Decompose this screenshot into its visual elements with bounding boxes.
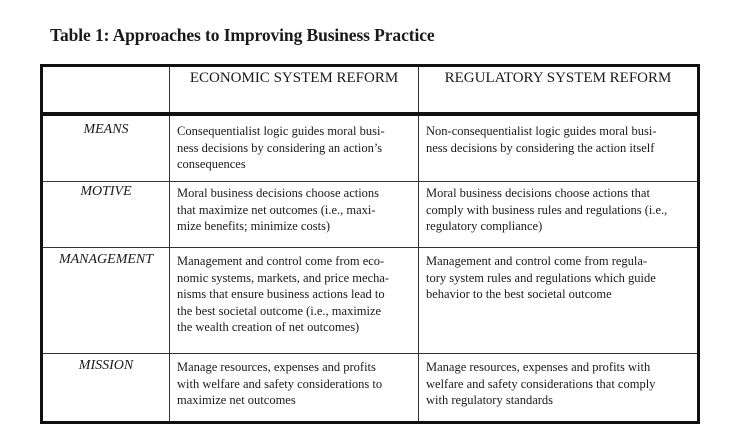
row-divider [43, 353, 697, 354]
cell-means-regulatory: Non-consequentialist logic guides moral busi- ness decisions by considering the action itself [426, 124, 657, 155]
column-divider [169, 67, 170, 421]
row-label-mission: MISSION [78, 358, 134, 373]
header-divider [43, 112, 697, 116]
row-divider [43, 181, 697, 182]
cell-management-economic: Management and control come from eco- nomic systems, markets, and price mecha- nisms that ensure business actions lead to the best societal outcome (i.e., maximize the wealth creation of net outcomes) [177, 254, 390, 334]
row-label-management: MANAGEMENT [58, 252, 154, 267]
row-label-motive: MOTIVE [80, 184, 132, 199]
column-divider [418, 67, 419, 421]
cell-motive-economic: Moral business decisions choose actions that maximize net outcomes (i.e., maxi- mize benefits; minimize costs) [177, 186, 380, 233]
cell-means-economic: Consequentialist logic guides moral busi- ness decisions by considering an action’s consequences [177, 124, 385, 171]
table-title: Table 1: Approaches to Improving Business Practice [50, 25, 435, 45]
row-divider [43, 247, 697, 248]
approaches-table [40, 64, 700, 424]
cell-motive-regulatory: Moral business decisions choose actions that comply with business rules and regulations (i.e., regulatory compliance) [426, 186, 668, 233]
cell-mission-economic: Manage resources, expenses and profits with welfare and safety considerations to maximize net outcomes [177, 360, 383, 407]
column-header-regulatory: REGULATORY SYSTEM REFORM [444, 70, 672, 86]
cell-management-regulatory: Management and control come from regula- tory system rules and regulations which guide behavior to the best societal outcome [426, 254, 656, 301]
row-label-means: MEANS [83, 122, 129, 137]
cell-mission-regulatory: Manage resources, expenses and profits with welfare and safety considerations that comply with regulatory standards [426, 360, 656, 407]
column-header-economic: ECONOMIC SYSTEM REFORM [189, 70, 399, 86]
